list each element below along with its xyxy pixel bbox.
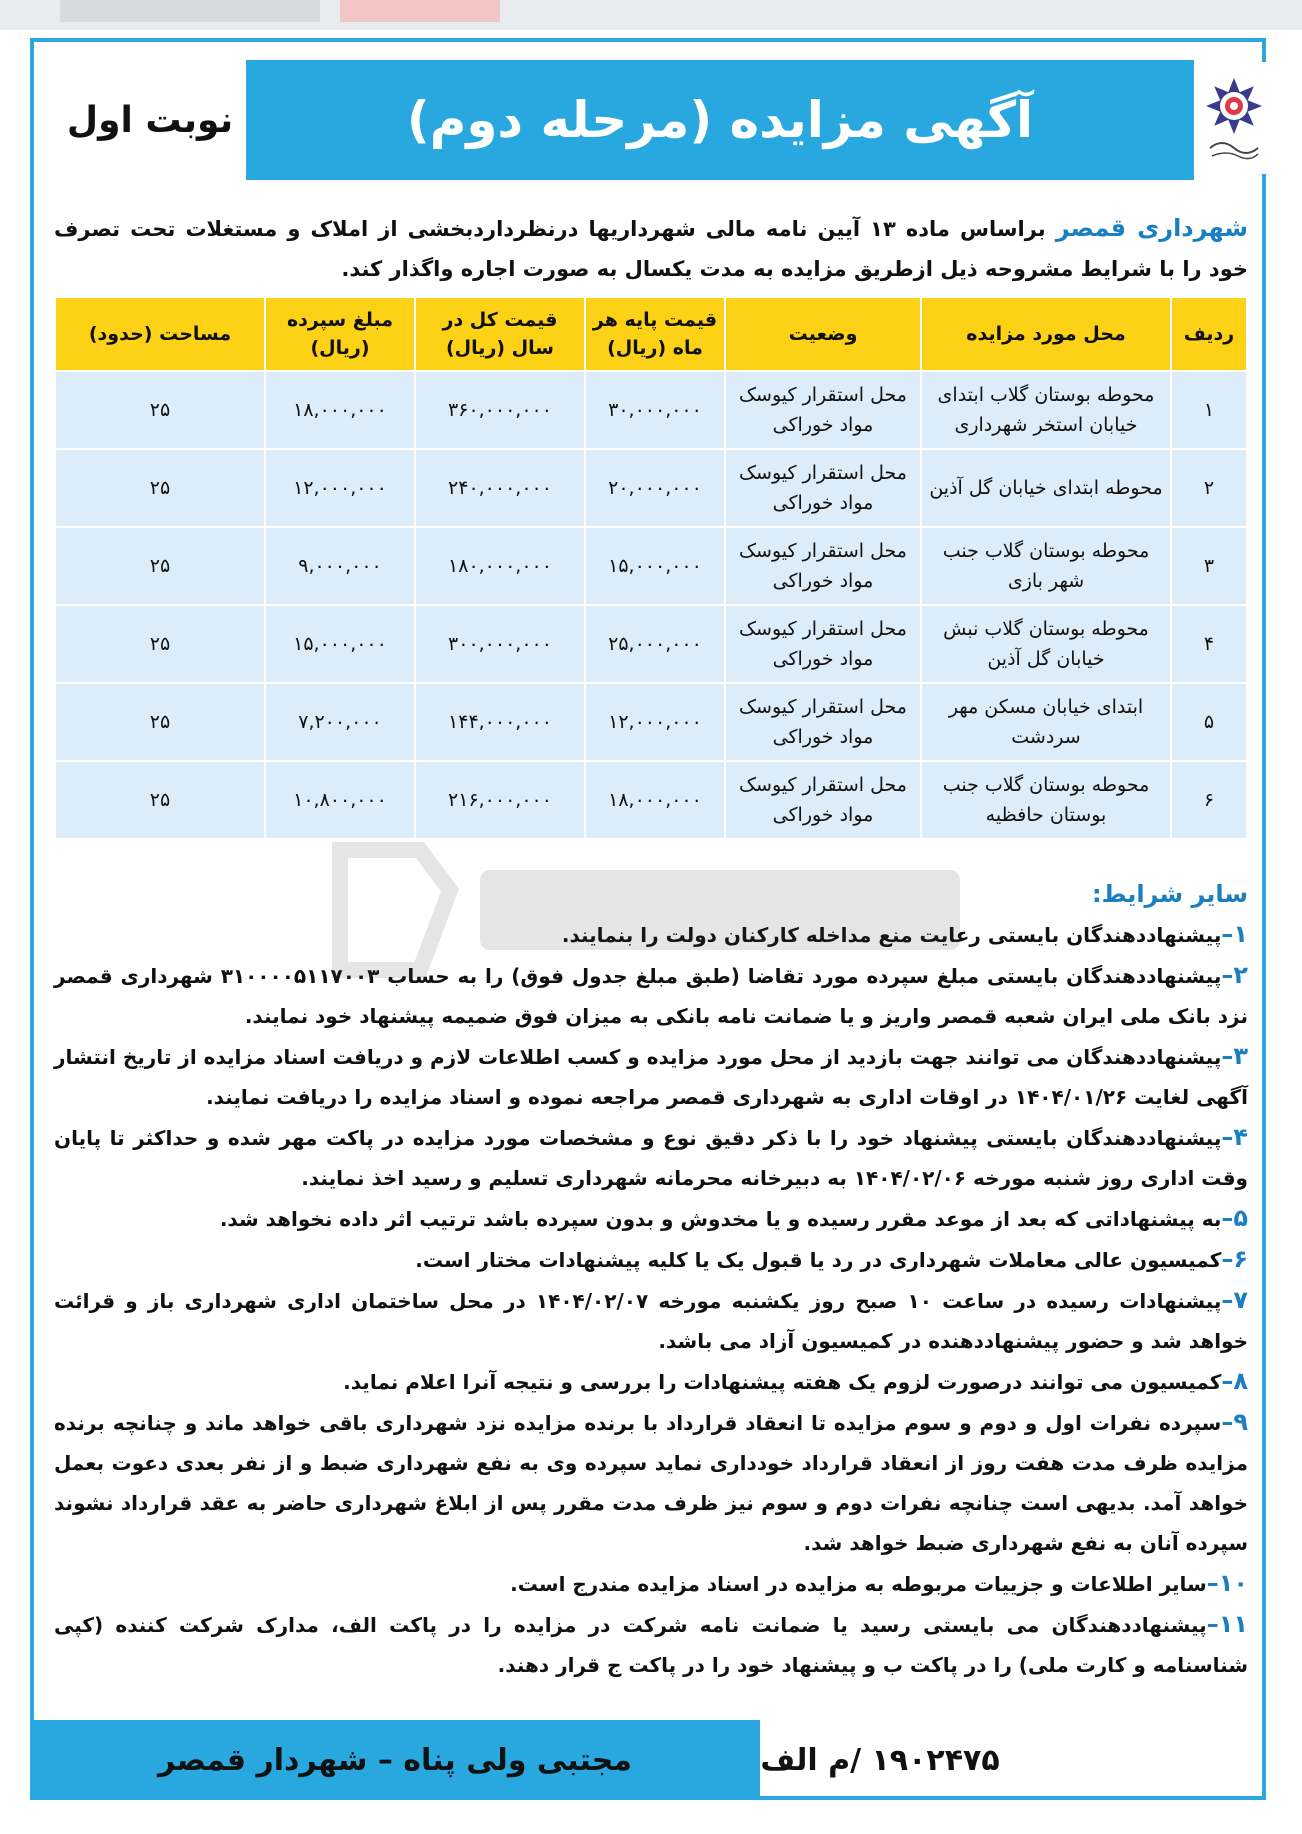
auction-table	[54, 296, 1248, 840]
col-deposit: مبلغ سپرده (ریال)	[266, 298, 414, 370]
cell-area: ۲۵	[56, 450, 264, 526]
cell-area: ۲۵	[56, 762, 264, 838]
condition-number: ۱۰–	[1206, 1569, 1248, 1597]
table-header-row	[56, 298, 1246, 370]
condition-text: پیشنهاددهندگان بایستی رعایت منع مداخله کارکنان دولت را بنمایند.	[561, 923, 1222, 947]
condition-number: ۹–	[1221, 1408, 1248, 1436]
cell-status: محل استقرار کیوسک مواد خوراکی	[726, 606, 920, 682]
cell-row: ۱	[1172, 372, 1246, 448]
cell-location: محوطه بوستان گلاب جنب شهر بازی	[922, 528, 1170, 604]
col-status: وضعیت	[726, 298, 920, 370]
signature: مجتبی ولی پناه – شهردار قمصر	[158, 1742, 632, 1778]
top-strip-pink	[340, 0, 500, 22]
cell-annual-price: ۳۰۰,۰۰۰,۰۰۰	[416, 606, 584, 682]
condition-number: ۱۱–	[1206, 1610, 1248, 1638]
table-row	[56, 762, 1246, 838]
cell-deposit: ۱۸,۰۰۰,۰۰۰	[266, 372, 414, 448]
cell-annual-price: ۱۸۰,۰۰۰,۰۰۰	[416, 528, 584, 604]
cell-base-price: ۱۲,۰۰۰,۰۰۰	[586, 684, 724, 760]
cell-status: محل استقرار کیوسک مواد خوراکی	[726, 762, 920, 838]
condition-text: کمیسیون می توانند درصورت لزوم یک هفته پیشنهادات را بررسی و نتیجه آنرا اعلام نماید.	[343, 1370, 1222, 1394]
condition-number: ۷–	[1221, 1286, 1248, 1314]
cell-annual-price: ۲۱۶,۰۰۰,۰۰۰	[416, 762, 584, 838]
top-strip	[0, 0, 1302, 30]
table-row	[56, 450, 1246, 526]
intro-paragraph	[54, 208, 1248, 289]
conditions-section	[54, 874, 1248, 1685]
condition-item	[54, 1563, 1248, 1604]
condition-item	[54, 1604, 1248, 1685]
condition-text: کمیسیون عالی معاملات شهرداری در رد یا قبول یک یا کلیه پیشنهادات مختار است.	[415, 1248, 1222, 1272]
cell-base-price: ۱۵,۰۰۰,۰۰۰	[586, 528, 724, 604]
col-annual-price: قیمت کل در سال (ریال)	[416, 298, 584, 370]
cell-location: محوطه بوستان گلاب ابتدای خیابان استخر شهرداری	[922, 372, 1170, 448]
cell-row: ۶	[1172, 762, 1246, 838]
condition-number: ۱–	[1221, 920, 1248, 948]
condition-number: ۲–	[1221, 961, 1248, 989]
table-row	[56, 684, 1246, 760]
cell-location: محوطه بوستان گلاب نبش خیابان گل آذین	[922, 606, 1170, 682]
condition-number: ۶–	[1221, 1245, 1248, 1273]
condition-number: ۳–	[1221, 1042, 1248, 1070]
cell-deposit: ۷,۲۰۰,۰۰۰	[266, 684, 414, 760]
intro-text: براساس ماده ۱۳ آیین نامه مالی شهرداریها درنظرداردبخشی از املاک و مستغلات تحت تصرف خود را با شرایط مشروحه ذیل ازطریق مزایده به مدت یکسال به صورت اجاره واگذار کند.	[54, 217, 1248, 281]
conditions-heading: سایر شرایط:	[1092, 880, 1248, 908]
condition-text: به پیشنهاداتی که بعد از موعد مقرر رسیده و یا مخدوش و بدون سپرده باشد ترتیب اثر داده نخواهد شد.	[219, 1207, 1222, 1231]
cell-deposit: ۱۲,۰۰۰,۰۰۰	[266, 450, 414, 526]
cell-base-price: ۲۵,۰۰۰,۰۰۰	[586, 606, 724, 682]
condition-item	[54, 914, 1248, 955]
round-label: نوبت اول	[66, 99, 234, 141]
condition-item	[54, 1402, 1248, 1563]
col-base-price: قیمت پایه هر ماه (ریال)	[586, 298, 724, 370]
condition-text: سایر اطلاعات و جزییات مربوطه به مزایده در اسناد مزایده مندرج است.	[510, 1572, 1207, 1596]
org-name: شهرداری قمصر	[1055, 214, 1248, 242]
cell-status: محل استقرار کیوسک مواد خوراکی	[726, 528, 920, 604]
condition-number: ۴–	[1221, 1123, 1248, 1151]
condition-text: پیشنهاددهندگان بایستی پیشنهاد خود را با ذکر دقیق نوع و مشخصات مورد مزایده در پاکت مهر شده و حداکثر تا پایان وقت اداری روز شنبه مورخه ۱۴۰۴/۰۲/۰۶ به دبیرخانه محرمانه شهرداری تسلیم و رسید اخذ نمایند.	[54, 1126, 1248, 1190]
cell-deposit: ۹,۰۰۰,۰۰۰	[266, 528, 414, 604]
cell-row: ۲	[1172, 450, 1246, 526]
cell-base-price: ۱۸,۰۰۰,۰۰۰	[586, 762, 724, 838]
condition-item	[54, 955, 1248, 1036]
col-row: ردیف	[1172, 298, 1246, 370]
condition-number: ۵–	[1221, 1204, 1248, 1232]
cell-row: ۵	[1172, 684, 1246, 760]
cell-area: ۲۵	[56, 684, 264, 760]
condition-item	[54, 1280, 1248, 1361]
publication-code: ۱۹۰۲۴۷۵ /م الف	[760, 1742, 1000, 1778]
condition-item	[54, 1198, 1248, 1239]
condition-text: سپرده نفرات اول و دوم و سوم مزایده تا انعقاد قرارداد با برنده مزایده نزد شهرداری باقی خواهد ماند و چنانچه برنده مزایده ظرف مدت هفت روز از انعقاد قرارداد خودداری نماید سپرده وی به نفع شهرداری ضبط و از نفر بعدی دعوت بعمل خواهد آمد. بدیهی است چنانچه نفرات دوم و سوم نیز ظرف مدت مقرر پس از ابلاغ شهرداری حاضر به عقد قرارداد نشوند سپرده آنان به نفع شهرداری ضبط خواهد شد.	[54, 1411, 1248, 1555]
cell-deposit: ۱۵,۰۰۰,۰۰۰	[266, 606, 414, 682]
municipality-emblem-icon	[1202, 68, 1266, 168]
cell-row: ۳	[1172, 528, 1246, 604]
cell-area: ۲۵	[56, 372, 264, 448]
top-strip-gray	[60, 0, 320, 22]
condition-text: پیشنهادات رسیده در ساعت ۱۰ صبح روز یکشنبه مورخه ۱۴۰۴/۰۲/۰۷ در محل ساختمان اداری شهرداری باز و قرائت خواهد شد و حضور پیشنهاددهنده در کمیسیون آزاد می باشد.	[54, 1289, 1248, 1353]
col-area: مساحت (حدود)	[56, 298, 264, 370]
condition-item	[54, 1036, 1248, 1117]
municipality-logo	[1196, 62, 1272, 174]
table-row	[56, 372, 1246, 448]
condition-number: ۸–	[1221, 1367, 1248, 1395]
cell-base-price: ۳۰,۰۰۰,۰۰۰	[586, 372, 724, 448]
condition-item	[54, 1239, 1248, 1280]
cell-annual-price: ۱۴۴,۰۰۰,۰۰۰	[416, 684, 584, 760]
condition-item	[54, 1117, 1248, 1198]
cell-location: ابتدای خیابان مسکن مهر سردشت	[922, 684, 1170, 760]
table-row	[56, 528, 1246, 604]
cell-status: محل استقرار کیوسک مواد خوراکی	[726, 372, 920, 448]
condition-item	[54, 1361, 1248, 1402]
cell-annual-price: ۳۶۰,۰۰۰,۰۰۰	[416, 372, 584, 448]
condition-text: پیشنهاددهندگان بایستی مبلغ سپرده مورد تقاضا (طبق مبلغ جدول فوق) را به حساب ۳۱۰۰۰۰۵۱۱۷۰۰۳ شهرداری قمصر نزد بانک ملی ایران شعبه قمصر واریز و یا ضمانت نامه بانکی به میزان فوق ضمیمه پیشنهاد خود نمایند.	[54, 964, 1248, 1028]
cell-status: محل استقرار کیوسک مواد خوراکی	[726, 684, 920, 760]
cell-location: محوطه بوستان گلاب جنب بوستان حافظیه	[922, 762, 1170, 838]
table-row	[56, 606, 1246, 682]
cell-base-price: ۲۰,۰۰۰,۰۰۰	[586, 450, 724, 526]
cell-deposit: ۱۰,۸۰۰,۰۰۰	[266, 762, 414, 838]
cell-annual-price: ۲۴۰,۰۰۰,۰۰۰	[416, 450, 584, 526]
cell-area: ۲۵	[56, 606, 264, 682]
cell-location: محوطه ابتدای خیابان گل آذین	[922, 450, 1170, 526]
page-title: آگهی مزایده (مرحله دوم)	[406, 91, 1034, 149]
condition-text: پیشنهاددهندگان می بایستی رسید یا ضمانت نامه شرکت در مزایده را در پاکت الف، مدارک شرکت کننده (کپی شناسنامه و کارت ملی) را در پاکت ب و پیشنهاد خود را در پاکت ج قرار دهند.	[54, 1613, 1248, 1677]
cell-status: محل استقرار کیوسک مواد خوراکی	[726, 450, 920, 526]
cell-row: ۴	[1172, 606, 1246, 682]
col-location: محل مورد مزایده	[922, 298, 1170, 370]
condition-text: پیشنهاددهندگان می توانند جهت بازدید از محل مورد مزایده و کسب اطلاعات لازم و دریافت اسناد مزایده از تاریخ انتشار آگهی لغایت ۱۴۰۴/۰۱/۲۶ در اوقات اداری به شهرداری قمصر مراجعه نموده و اسناد مزایده را دریافت نمایند.	[54, 1045, 1248, 1109]
cell-area: ۲۵	[56, 528, 264, 604]
